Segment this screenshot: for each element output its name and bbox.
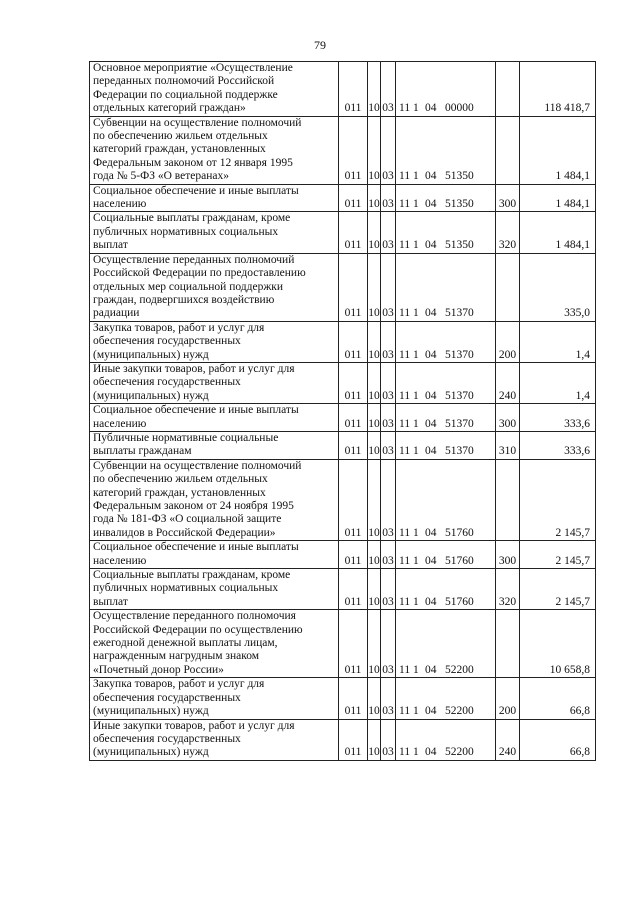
row-name-line: Социальное обеспечение и иные выплаты bbox=[93, 541, 299, 554]
row-name-line: ежегодной денежной выплаты лицам, bbox=[93, 637, 278, 650]
section-code-cell: 10 bbox=[368, 362, 381, 403]
target-article-part: 04 bbox=[425, 239, 437, 252]
row-name-line: инвалидов в Российской Федерации» bbox=[93, 526, 276, 539]
admin-code-cell: 011 bbox=[339, 431, 368, 459]
row-name-line: Российской Федерации по предоставлению bbox=[93, 267, 306, 280]
row-name-line: населению bbox=[93, 417, 147, 430]
row-name-line: Социальные выплаты гражданам, кроме bbox=[93, 569, 291, 582]
target-article-part: 1 bbox=[413, 198, 419, 211]
target-article-part: 04 bbox=[425, 348, 437, 361]
target-article-cell bbox=[396, 116, 496, 184]
budget-table bbox=[89, 61, 596, 761]
row-name-line: (муниципальных) нужд bbox=[93, 389, 209, 402]
row-name-line: по обеспечению жильем отдельных bbox=[93, 473, 268, 486]
amount-cell: 118 418,7 bbox=[520, 62, 596, 117]
row-name-line: Федерации по социальной поддержке bbox=[93, 88, 278, 101]
table-row bbox=[90, 431, 596, 459]
row-name-line: Субвенции на осуществление полномочий bbox=[93, 459, 302, 472]
target-article-part: 51370 bbox=[445, 389, 474, 402]
row-name-line: обеспечения государственных bbox=[93, 335, 241, 348]
row-name-cell bbox=[90, 541, 339, 569]
target-article-cell bbox=[396, 362, 496, 403]
section-code-cell: 10 bbox=[368, 569, 381, 610]
subsection-code-cell: 03 bbox=[381, 116, 396, 184]
target-article-cell bbox=[396, 678, 496, 719]
target-article-part: 51370 bbox=[445, 445, 474, 458]
row-name-line: населению bbox=[93, 554, 147, 567]
admin-code-cell: 011 bbox=[339, 404, 368, 432]
expense-type-cell bbox=[496, 253, 520, 321]
section-code-cell: 10 bbox=[368, 610, 381, 678]
target-article-part: 1 bbox=[413, 445, 419, 458]
subsection-code-cell: 03 bbox=[381, 610, 396, 678]
target-article-part: 11 bbox=[399, 746, 411, 759]
target-article-part: 04 bbox=[425, 595, 437, 608]
row-name-line: выплаты гражданам bbox=[93, 445, 192, 458]
target-article-part: 1 bbox=[413, 705, 419, 718]
admin-code-cell: 011 bbox=[339, 362, 368, 403]
amount-cell: 333,6 bbox=[520, 404, 596, 432]
amount-cell: 66,8 bbox=[520, 678, 596, 719]
table-row bbox=[90, 62, 596, 117]
row-name-line: Социальное обеспечение и иные выплаты bbox=[93, 184, 299, 197]
target-article-cell bbox=[396, 459, 496, 540]
amount-cell: 1 484,1 bbox=[520, 212, 596, 253]
amount-cell: 1 484,1 bbox=[520, 116, 596, 184]
target-article-cell bbox=[396, 610, 496, 678]
expense-type-cell: 300 bbox=[496, 404, 520, 432]
target-article-part: 51760 bbox=[445, 526, 474, 539]
table-row bbox=[90, 212, 596, 253]
target-article-part: 04 bbox=[425, 445, 437, 458]
row-name-line: Социальные выплаты гражданам, кроме bbox=[93, 212, 291, 225]
admin-code-cell: 011 bbox=[339, 116, 368, 184]
target-article-part: 04 bbox=[425, 102, 437, 115]
target-article-part: 04 bbox=[425, 170, 437, 183]
section-code-cell: 10 bbox=[368, 116, 381, 184]
row-name-line: Иные закупки товаров, работ и услуг для bbox=[93, 362, 295, 375]
expense-type-cell: 240 bbox=[496, 719, 520, 760]
target-article-cell bbox=[396, 62, 496, 117]
subsection-code-cell: 03 bbox=[381, 404, 396, 432]
section-code-cell: 10 bbox=[368, 678, 381, 719]
row-name-line: Российской Федерации по осуществлению bbox=[93, 623, 303, 636]
expense-type-cell: 300 bbox=[496, 184, 520, 212]
admin-code-cell: 011 bbox=[339, 541, 368, 569]
expense-type-cell bbox=[496, 459, 520, 540]
amount-cell: 2 145,7 bbox=[520, 569, 596, 610]
row-name-cell bbox=[90, 116, 339, 184]
target-article-part: 11 bbox=[399, 198, 411, 211]
admin-code-cell: 011 bbox=[339, 62, 368, 117]
expense-type-cell bbox=[496, 610, 520, 678]
subsection-code-cell: 03 bbox=[381, 569, 396, 610]
row-name-line: граждан, подвергшихся воздействию bbox=[93, 293, 275, 306]
row-name-line: обеспечения государственных bbox=[93, 732, 241, 745]
target-article-cell bbox=[396, 431, 496, 459]
row-name-line: категорий граждан, установленных bbox=[93, 486, 266, 499]
row-name-cell bbox=[90, 459, 339, 540]
admin-code-cell: 011 bbox=[339, 678, 368, 719]
table-row bbox=[90, 459, 596, 540]
row-name-line: Публичные нормативные социальные bbox=[93, 431, 279, 444]
table-row bbox=[90, 184, 596, 212]
row-name-cell bbox=[90, 610, 339, 678]
target-article-cell bbox=[396, 184, 496, 212]
section-code-cell: 10 bbox=[368, 431, 381, 459]
row-name-cell bbox=[90, 184, 339, 212]
row-name-line: Федеральным законом от 24 ноября 1995 bbox=[93, 500, 294, 512]
subsection-code-cell: 03 bbox=[381, 253, 396, 321]
target-article-part: 52200 bbox=[445, 663, 474, 676]
expense-type-cell: 320 bbox=[496, 212, 520, 253]
amount-cell: 66,8 bbox=[520, 719, 596, 760]
table-row bbox=[90, 569, 596, 610]
table-row bbox=[90, 541, 596, 569]
subsection-code-cell: 03 bbox=[381, 431, 396, 459]
row-name-line: населению bbox=[93, 198, 147, 211]
row-name-line: Осуществление переданного полномочия bbox=[93, 610, 296, 623]
expense-type-cell: 300 bbox=[496, 541, 520, 569]
target-article-cell bbox=[396, 212, 496, 253]
target-article-part: 1 bbox=[413, 746, 419, 759]
target-article-part: 04 bbox=[425, 198, 437, 211]
amount-cell: 1,4 bbox=[520, 362, 596, 403]
section-code-cell: 10 bbox=[368, 404, 381, 432]
row-name-line: (муниципальных) нужд bbox=[93, 705, 209, 718]
amount-cell: 2 145,7 bbox=[520, 459, 596, 540]
target-article-part: 51350 bbox=[445, 239, 474, 252]
target-article-part: 11 bbox=[399, 445, 411, 458]
amount-cell: 335,0 bbox=[520, 253, 596, 321]
target-article-part: 11 bbox=[399, 389, 411, 402]
expense-type-cell: 310 bbox=[496, 431, 520, 459]
row-name-cell bbox=[90, 362, 339, 403]
subsection-code-cell: 03 bbox=[381, 678, 396, 719]
row-name-line: Субвенции на осуществление полномочий bbox=[93, 116, 302, 129]
target-article-part: 1 bbox=[413, 663, 419, 676]
amount-cell: 1,4 bbox=[520, 321, 596, 362]
row-name-cell bbox=[90, 404, 339, 432]
row-name-line: Осуществление переданных полномочий bbox=[93, 253, 295, 266]
target-article-cell bbox=[396, 321, 496, 362]
amount-cell: 1 484,1 bbox=[520, 184, 596, 212]
subsection-code-cell: 03 bbox=[381, 62, 396, 117]
row-name-cell bbox=[90, 719, 339, 760]
row-name-line: публичных нормативных социальных bbox=[93, 582, 279, 595]
target-article-part: 11 bbox=[399, 170, 411, 183]
target-article-part: 51760 bbox=[445, 595, 474, 608]
row-name-line: года № 181-ФЗ «О социальной защите bbox=[93, 513, 282, 526]
target-article-cell bbox=[396, 541, 496, 569]
row-name-line: обеспечения государственных bbox=[93, 376, 241, 389]
table-row bbox=[90, 719, 596, 760]
subsection-code-cell: 03 bbox=[381, 719, 396, 760]
row-name-line: (муниципальных) нужд bbox=[93, 348, 209, 361]
table-row bbox=[90, 678, 596, 719]
row-name-line: обеспечения государственных bbox=[93, 691, 241, 704]
target-article-cell bbox=[396, 253, 496, 321]
subsection-code-cell: 03 bbox=[381, 362, 396, 403]
table-row bbox=[90, 116, 596, 184]
page-number: 79 bbox=[314, 38, 326, 52]
expense-type-cell: 240 bbox=[496, 362, 520, 403]
target-article-part: 1 bbox=[413, 389, 419, 402]
target-article-part: 51350 bbox=[445, 198, 474, 211]
target-article-part: 04 bbox=[425, 746, 437, 759]
admin-code-cell: 011 bbox=[339, 184, 368, 212]
expense-type-cell: 200 bbox=[496, 678, 520, 719]
target-article-part: 04 bbox=[425, 663, 437, 676]
row-name-line: Федеральным законом от 12 января 1995 bbox=[93, 156, 293, 169]
target-article-part: 11 bbox=[399, 595, 411, 608]
section-code-cell: 10 bbox=[368, 459, 381, 540]
target-article-part: 04 bbox=[425, 307, 437, 320]
row-name-line: переданных полномочий Российской bbox=[93, 75, 275, 88]
row-name-cell bbox=[90, 253, 339, 321]
admin-code-cell: 011 bbox=[339, 212, 368, 253]
target-article-part: 1 bbox=[413, 239, 419, 252]
row-name-line: отдельных мер социальной поддержки bbox=[93, 280, 284, 293]
target-article-part: 11 bbox=[399, 663, 411, 676]
subsection-code-cell: 03 bbox=[381, 212, 396, 253]
admin-code-cell: 011 bbox=[339, 459, 368, 540]
expense-type-cell bbox=[496, 116, 520, 184]
subsection-code-cell: 03 bbox=[381, 321, 396, 362]
table-body bbox=[90, 62, 596, 761]
row-name-cell bbox=[90, 678, 339, 719]
target-article-part: 11 bbox=[399, 417, 411, 430]
target-article-part: 51370 bbox=[445, 417, 474, 430]
target-article-part: 11 bbox=[399, 239, 411, 252]
target-article-part: 11 bbox=[399, 554, 411, 567]
admin-code-cell: 011 bbox=[339, 253, 368, 321]
row-name-cell bbox=[90, 212, 339, 253]
target-article-part: 11 bbox=[399, 705, 411, 718]
admin-code-cell: 011 bbox=[339, 569, 368, 610]
target-article-part: 04 bbox=[425, 526, 437, 539]
row-name-line: публичных нормативных социальных bbox=[93, 225, 279, 238]
row-name-line: по обеспечению жильем отдельных bbox=[93, 130, 268, 143]
target-article-part: 51370 bbox=[445, 348, 474, 361]
row-name-cell bbox=[90, 62, 339, 117]
target-article-part: 11 bbox=[399, 526, 411, 539]
table-row bbox=[90, 362, 596, 403]
target-article-part: 51370 bbox=[445, 307, 474, 320]
target-article-part: 11 bbox=[399, 102, 411, 115]
target-article-part: 1 bbox=[413, 526, 419, 539]
target-article-part: 51350 bbox=[445, 170, 474, 183]
admin-code-cell: 011 bbox=[339, 719, 368, 760]
row-name-line: отдельных категорий граждан» bbox=[93, 102, 246, 115]
amount-cell: 10 658,8 bbox=[520, 610, 596, 678]
table-row bbox=[90, 404, 596, 432]
amount-cell: 333,6 bbox=[520, 431, 596, 459]
row-name-line: радиации bbox=[93, 307, 140, 320]
row-name-line: выплат bbox=[93, 239, 128, 252]
target-article-part: 52200 bbox=[445, 705, 474, 718]
row-name-line: выплат bbox=[93, 595, 128, 608]
row-name-cell bbox=[90, 569, 339, 610]
row-name-line: Закупка товаров, работ и услуг для bbox=[93, 678, 265, 691]
table-row bbox=[90, 321, 596, 362]
amount-cell: 2 145,7 bbox=[520, 541, 596, 569]
section-code-cell: 10 bbox=[368, 184, 381, 212]
row-name-cell bbox=[90, 431, 339, 459]
target-article-cell bbox=[396, 404, 496, 432]
target-article-part: 04 bbox=[425, 705, 437, 718]
target-article-part: 11 bbox=[399, 348, 411, 361]
row-name-line: Иные закупки товаров, работ и услуг для bbox=[93, 719, 295, 732]
row-name-line: Социальное обеспечение и иные выплаты bbox=[93, 404, 299, 417]
row-name-line: Основное мероприятие «Осуществление bbox=[93, 62, 293, 74]
expense-type-cell bbox=[496, 62, 520, 117]
row-name-line: категорий граждан, установленных bbox=[93, 143, 266, 156]
table-row bbox=[90, 610, 596, 678]
subsection-code-cell: 03 bbox=[381, 459, 396, 540]
target-article-part: 1 bbox=[413, 102, 419, 115]
target-article-cell bbox=[396, 719, 496, 760]
section-code-cell: 10 bbox=[368, 212, 381, 253]
row-name-line: года № 5-ФЗ «О ветеранах» bbox=[93, 170, 229, 183]
table-row bbox=[90, 253, 596, 321]
expense-type-cell: 200 bbox=[496, 321, 520, 362]
subsection-code-cell: 03 bbox=[381, 541, 396, 569]
section-code-cell: 10 bbox=[368, 719, 381, 760]
target-article-part: 11 bbox=[399, 307, 411, 320]
target-article-part: 04 bbox=[425, 554, 437, 567]
row-name-cell bbox=[90, 321, 339, 362]
section-code-cell: 10 bbox=[368, 253, 381, 321]
section-code-cell: 10 bbox=[368, 62, 381, 117]
expense-type-cell: 320 bbox=[496, 569, 520, 610]
target-article-part: 52200 bbox=[445, 746, 474, 759]
section-code-cell: 10 bbox=[368, 321, 381, 362]
target-article-part: 04 bbox=[425, 417, 437, 430]
target-article-part: 1 bbox=[413, 417, 419, 430]
row-name-line: Закупка товаров, работ и услуг для bbox=[93, 321, 265, 334]
row-name-line: (муниципальных) нужд bbox=[93, 746, 209, 759]
target-article-part: 00000 bbox=[445, 102, 474, 115]
target-article-part: 51760 bbox=[445, 554, 474, 567]
admin-code-cell: 011 bbox=[339, 610, 368, 678]
target-article-part: 1 bbox=[413, 348, 419, 361]
target-article-part: 1 bbox=[413, 170, 419, 183]
admin-code-cell: 011 bbox=[339, 321, 368, 362]
target-article-cell bbox=[396, 569, 496, 610]
section-code-cell: 10 bbox=[368, 541, 381, 569]
target-article-part: 1 bbox=[413, 554, 419, 567]
target-article-part: 04 bbox=[425, 389, 437, 402]
row-name-line: награжденным нагрудным знаком bbox=[93, 650, 260, 663]
row-name-line: «Почетный донор России» bbox=[93, 663, 224, 676]
target-article-part: 1 bbox=[413, 595, 419, 608]
target-article-part: 1 bbox=[413, 307, 419, 320]
subsection-code-cell: 03 bbox=[381, 184, 396, 212]
